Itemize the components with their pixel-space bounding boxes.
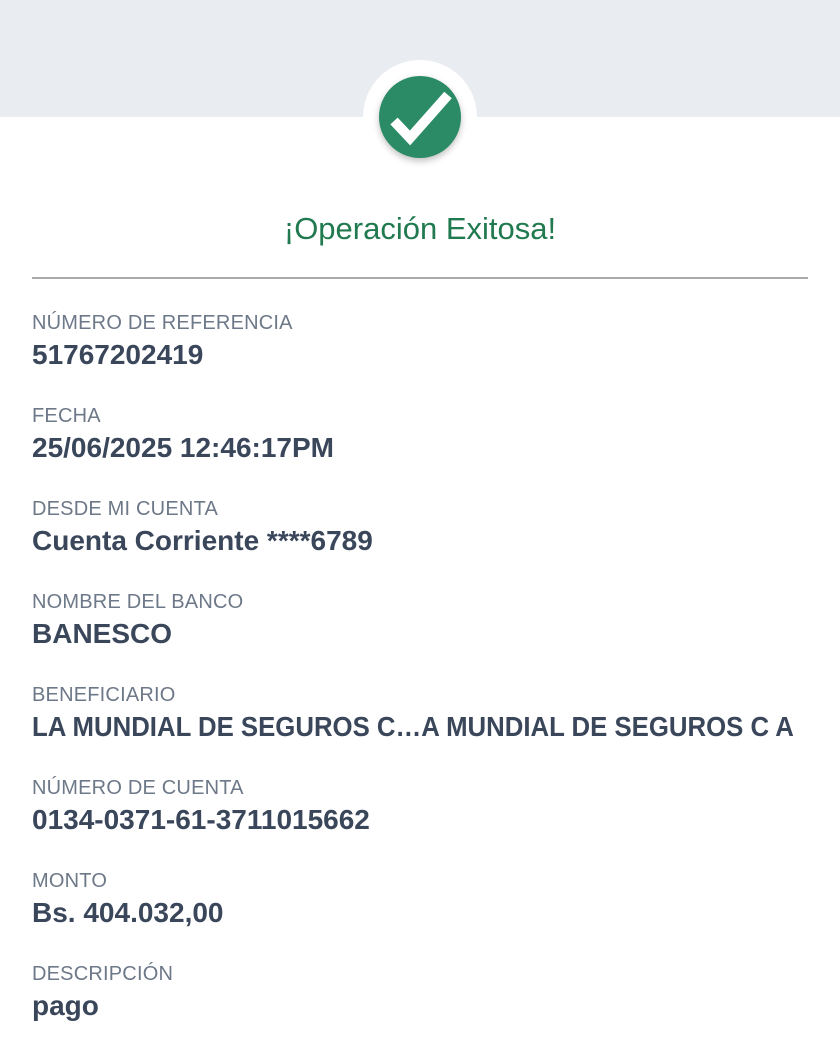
field-value: 51767202419 (32, 339, 204, 370)
field-label: NOMBRE DEL BANCO (32, 591, 244, 613)
field-label: NÚMERO DE CUENTA (32, 777, 244, 799)
field-value: 25/06/2025 12:46:17PM (32, 432, 334, 463)
field-row-beneficiary (32, 681, 808, 744)
field-label: BENEFICIARIO (32, 684, 176, 706)
field-label: MONTO (32, 870, 108, 892)
field-value: 0134-0371-61-3711015662 (32, 804, 370, 835)
field-row-from-account (32, 495, 808, 558)
field-label: DESDE MI CUENTA (32, 498, 218, 520)
field-label: DESCRIPCIÓN (32, 963, 174, 985)
field-label: FECHA (32, 405, 101, 427)
success-badge (363, 60, 477, 174)
field-row-reference-number (32, 309, 808, 372)
field-value: Bs. 404.032,00 (32, 897, 224, 928)
field-value: LA MUNDIAL DE SEGUROS C…A MUNDIAL DE SEGUROS C A (32, 711, 794, 742)
success-title: ¡Operación Exitosa! (283, 211, 557, 246)
field-row-account-number (32, 774, 808, 837)
check-icon (379, 76, 461, 158)
field-value: Cuenta Corriente ****6789 (32, 525, 373, 556)
field-row-description (32, 960, 808, 1023)
field-row-date (32, 402, 808, 465)
field-row-bank-name (32, 588, 808, 651)
field-row-amount (32, 867, 808, 930)
field-value: pago (32, 990, 99, 1021)
field-label: NÚMERO DE REFERENCIA (32, 312, 293, 334)
receipt-fields (0, 279, 840, 1023)
success-badge-circle (379, 76, 461, 158)
field-value: BANESCO (32, 618, 173, 649)
